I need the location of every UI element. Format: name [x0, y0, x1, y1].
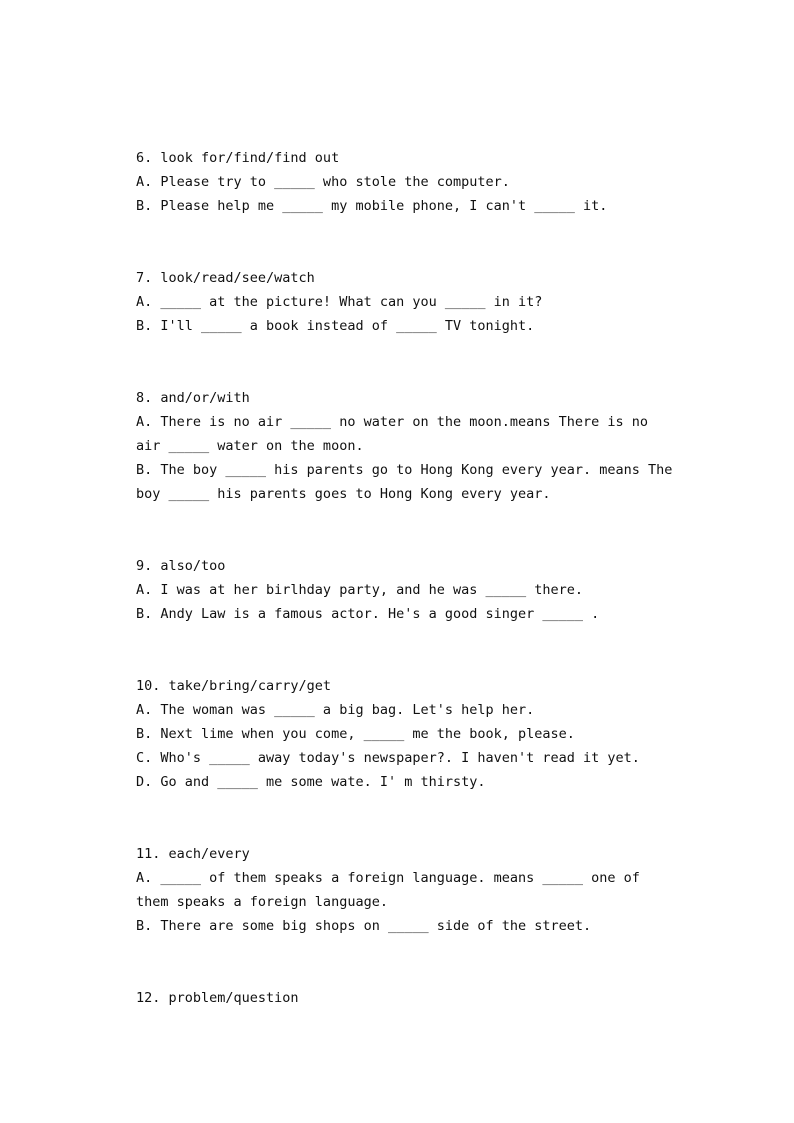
question-line: A. Please try to _____ who stole the computer.	[136, 174, 510, 190]
question-9	[136, 554, 676, 626]
question-line: D. Go and _____ me some wate. I' m thirsty.	[136, 774, 486, 790]
question-heading: 8. and/or/with	[136, 390, 250, 406]
question-heading: 9. also/too	[136, 558, 226, 574]
question-line: B. Andy Law is a famous actor. He's a good singer _____ .	[136, 606, 600, 622]
question-6	[136, 146, 676, 218]
question-line: A. _____ of them speaks a foreign language. means _____ one of	[136, 870, 640, 886]
question-line: boy _____ his parents goes to Hong Kong every year.	[136, 486, 551, 502]
question-line: B. The boy _____ his parents go to Hong Kong every year. means The	[136, 462, 673, 478]
question-line: A. There is no air _____ no water on the moon.means There is no	[136, 414, 649, 430]
question-heading: 7. look/read/see/watch	[136, 270, 315, 286]
spacer	[136, 794, 676, 842]
question-10	[136, 674, 676, 794]
question-heading: 12. problem/question	[136, 990, 299, 1006]
question-line: A. _____ at the picture! What can you _____ in it?	[136, 294, 543, 310]
question-line: B. I'll _____ a book instead of _____ TV tonight.	[136, 318, 535, 334]
question-line: B. There are some big shops on _____ side of the street.	[136, 918, 592, 934]
spacer	[136, 938, 676, 986]
spacer	[136, 218, 676, 266]
question-12	[136, 986, 676, 1010]
question-heading: 10. take/bring/carry/get	[136, 678, 332, 694]
question-line: B. Please help me _____ my mobile phone, I can't _____ it.	[136, 198, 608, 214]
spacer	[136, 626, 676, 674]
question-line: A. The woman was _____ a big bag. Let's help her.	[136, 702, 535, 718]
spacer	[136, 506, 676, 554]
question-7	[136, 266, 676, 338]
question-line: air _____ water on the moon.	[136, 438, 364, 454]
exercise-list	[136, 146, 676, 1010]
question-heading: 11. each/every	[136, 846, 250, 862]
question-11	[136, 842, 676, 938]
question-line: them speaks a foreign language.	[136, 894, 388, 910]
question-line: B. Next lime when you come, _____ me the book, please.	[136, 726, 575, 742]
question-heading: 6. look for/find/find out	[136, 150, 340, 166]
question-8	[136, 386, 676, 506]
question-line: A. I was at her birlhday party, and he was _____ there.	[136, 582, 584, 598]
question-line: C. Who's _____ away today's newspaper?. I haven't read it yet.	[136, 750, 640, 766]
spacer	[136, 338, 676, 386]
